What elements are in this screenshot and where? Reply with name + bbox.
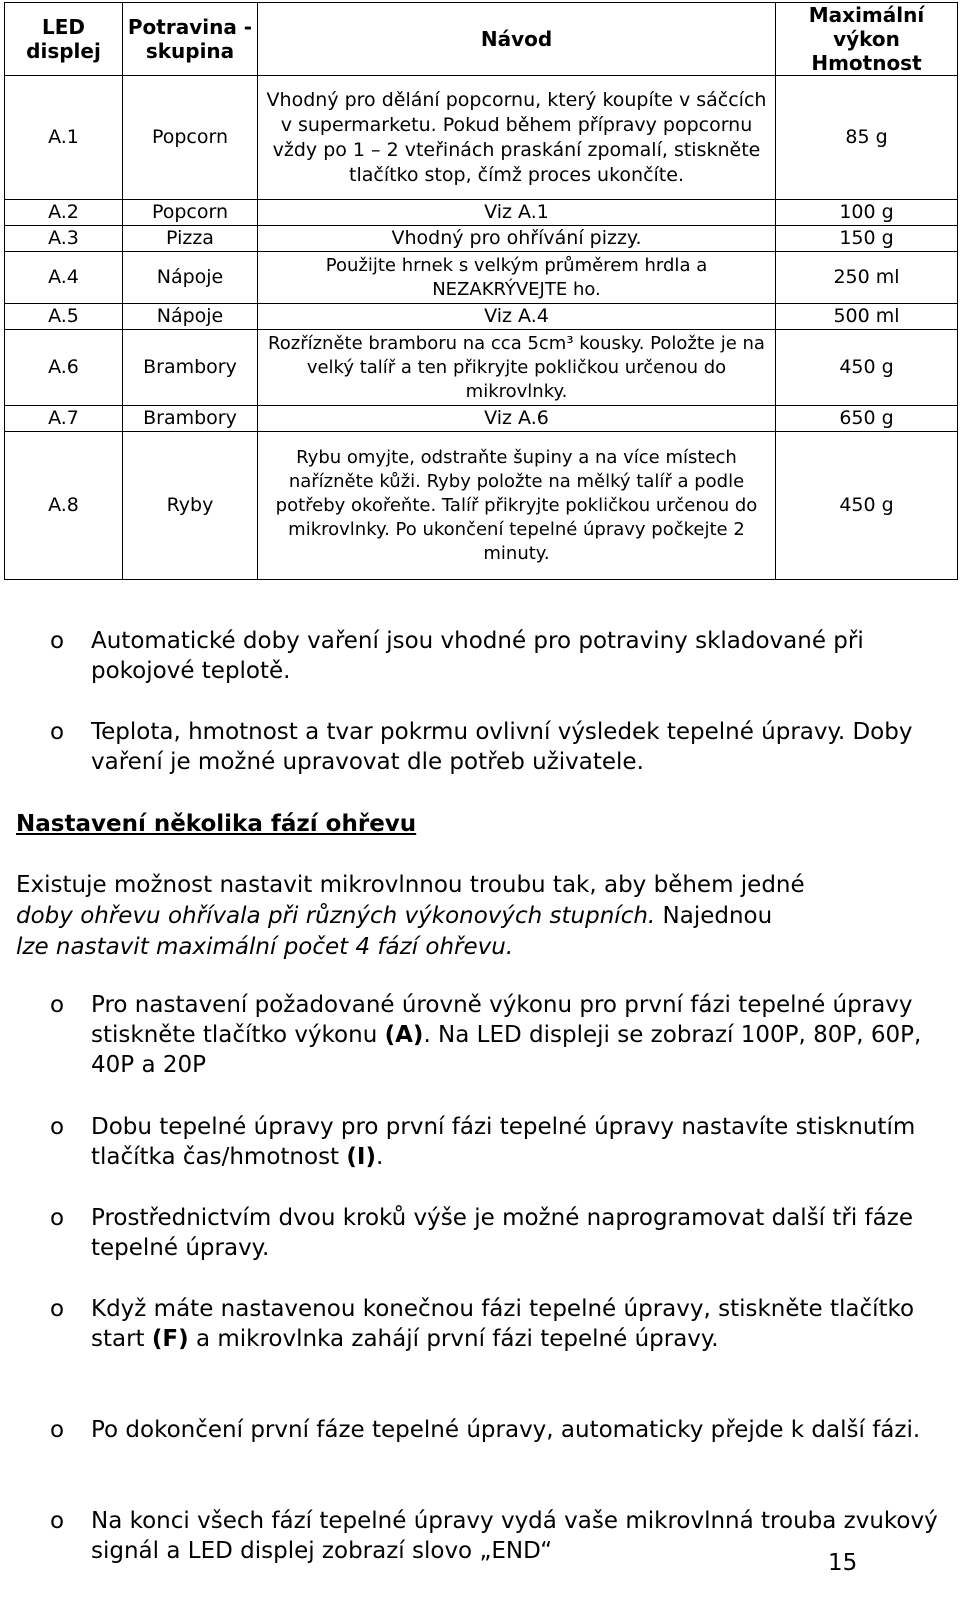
cell-food: Brambory xyxy=(123,406,258,432)
table-header-row xyxy=(5,3,958,76)
step-text: Dobu tepelné úpravy pro první fázi tepelné úpravy nastavíte stisknutím tlačítka čas/hmotnost xyxy=(91,1114,916,1170)
intro-text: Existuje možnost nastavit mikrovlnnou troubu tak, aby během jedné xyxy=(16,872,805,898)
cell-led: A.3 xyxy=(5,226,123,252)
intro-text: Najednou xyxy=(655,903,773,929)
bullet-marker: o xyxy=(50,1205,65,1231)
step-paragraph: Prostřednictvím dvou kroků výše je možné naprogramovat další tři fáze tepelné úpravy. xyxy=(91,1205,913,1261)
cell-max: 650 g xyxy=(776,406,958,432)
cell-food: Popcorn xyxy=(123,76,258,200)
section-heading: Nastavení několika fází ohřevu xyxy=(16,811,417,837)
step-paragraph xyxy=(91,1112,941,1172)
cell-food: Ryby xyxy=(123,432,258,580)
cell-led: A.6 xyxy=(5,330,123,406)
auto-program-table xyxy=(4,2,958,580)
header-max-weight: Maximální výkon Hmotnost xyxy=(776,3,958,76)
table-row xyxy=(5,252,958,304)
cell-food: Brambory xyxy=(123,330,258,406)
cell-guide: Viz A.1 xyxy=(258,200,776,226)
table-row xyxy=(5,200,958,226)
table-row xyxy=(5,432,958,580)
header-led-display: LED displej xyxy=(5,3,123,76)
cell-max: 85 g xyxy=(776,76,958,200)
intro-italic-text: doby ohřevu ohřívala při různých výkonových stupních. xyxy=(16,903,656,929)
cell-food: Nápoje xyxy=(123,304,258,330)
bullet-marker: o xyxy=(50,1417,65,1443)
page-number: 15 xyxy=(828,1550,858,1576)
table-row xyxy=(5,330,958,406)
cell-led: A.8 xyxy=(5,432,123,580)
cell-led: A.5 xyxy=(5,304,123,330)
cell-guide: Vhodný pro ohřívání pizzy. xyxy=(258,226,776,252)
cell-led: A.4 xyxy=(5,252,123,304)
step-text: . Na LED displeji se zobrazí 100P, 80P, 60P, 40P a 20P xyxy=(91,1022,922,1078)
cell-food: Pizza xyxy=(123,226,258,252)
step-text: Pro nastavení požadované úrovně výkonu pro první fázi tepelné úpravy stiskněte tlačítko výkonu xyxy=(91,992,913,1048)
cell-max: 500 ml xyxy=(776,304,958,330)
cell-led: A.7 xyxy=(5,406,123,432)
header-instructions: Návod xyxy=(258,3,776,76)
bullet-marker: o xyxy=(50,992,65,1018)
intro-italic-text: lze nastavit maximální počet 4 fází ohřevu. xyxy=(16,934,514,960)
step-text: . xyxy=(375,1144,384,1170)
cell-max: 450 g xyxy=(776,330,958,406)
step-paragraph xyxy=(91,990,941,1080)
button-ref: (A) xyxy=(384,1022,424,1048)
cell-food: Popcorn xyxy=(123,200,258,226)
step-paragraph: Po dokončení první fáze tepelné úpravy, automaticky přejde k další fázi. xyxy=(91,1417,921,1443)
table-row xyxy=(5,226,958,252)
cell-led: A.2 xyxy=(5,200,123,226)
step-paragraph xyxy=(91,1294,941,1354)
cell-max: 100 g xyxy=(776,200,958,226)
bullet-marker: o xyxy=(50,1114,65,1140)
cell-guide: Viz A.6 xyxy=(258,406,776,432)
bullet-marker: o xyxy=(50,719,65,745)
cell-guide: Viz A.4 xyxy=(258,304,776,330)
cell-guide: Použijte hrnek s velkým průměrem hrdla a NEZAKRÝVEJTE ho. xyxy=(258,252,776,304)
bullet-marker: o xyxy=(50,628,65,654)
cell-food: Nápoje xyxy=(123,252,258,304)
cell-guide: Vhodný pro dělání popcornu, který koupíte v sáčcích v supermarketu. Pokud během přípravy popcornu vždy po 1 – 2 vteřinách praskání zpomalí, stiskněte tlačítko stop, čímž proces ukončíte. xyxy=(258,76,776,200)
cell-max: 150 g xyxy=(776,226,958,252)
bullet-marker: o xyxy=(50,1296,65,1322)
cell-led: A.1 xyxy=(5,76,123,200)
step-text: Když máte nastavenou konečnou fázi tepelné úpravy, stiskněte tlačítko start xyxy=(91,1296,915,1352)
bullet-marker: o xyxy=(50,1508,65,1534)
cell-max: 250 ml xyxy=(776,252,958,304)
cell-guide: Rybu omyjte, odstraňte šupiny a na více místech nařízněte kůži. Ryby položte na mělký talíř a podle potřeby okořeňte. Talíř přikryjte pokličkou určenou do mikrovlnky. Po ukončení tepelné úpravy počkejte 2 minuty. xyxy=(258,432,776,580)
section-intro xyxy=(16,870,946,963)
button-ref: (I) xyxy=(346,1144,376,1170)
step-text: a mikrovlnka zahájí první fázi tepelné úpravy. xyxy=(188,1326,719,1352)
note-paragraph: Teplota, hmotnost a tvar pokrmu ovlivní výsledek tepelné úpravy. Doby vaření je možné upravovat dle potřeb uživatele. xyxy=(91,719,913,775)
header-food-group: Potravina - skupina xyxy=(123,3,258,76)
table-row xyxy=(5,76,958,200)
note-paragraph: Automatické doby vaření jsou vhodné pro potraviny skladované při pokojové teplotě. xyxy=(91,628,864,684)
table-row xyxy=(5,406,958,432)
step-paragraph: Na konci všech fází tepelné úpravy vydá vaše mikrovlnná trouba zvukový signál a LED displej zobrazí slovo „END“ xyxy=(91,1508,938,1564)
cell-guide: Rozřízněte bramboru na cca 5cm³ kousky. Položte je na velký talíř a ten přikryjte pokličkou určenou do mikrovlnky. xyxy=(258,330,776,406)
cell-max: 450 g xyxy=(776,432,958,580)
button-ref: (F) xyxy=(151,1326,189,1352)
table-row xyxy=(5,304,958,330)
